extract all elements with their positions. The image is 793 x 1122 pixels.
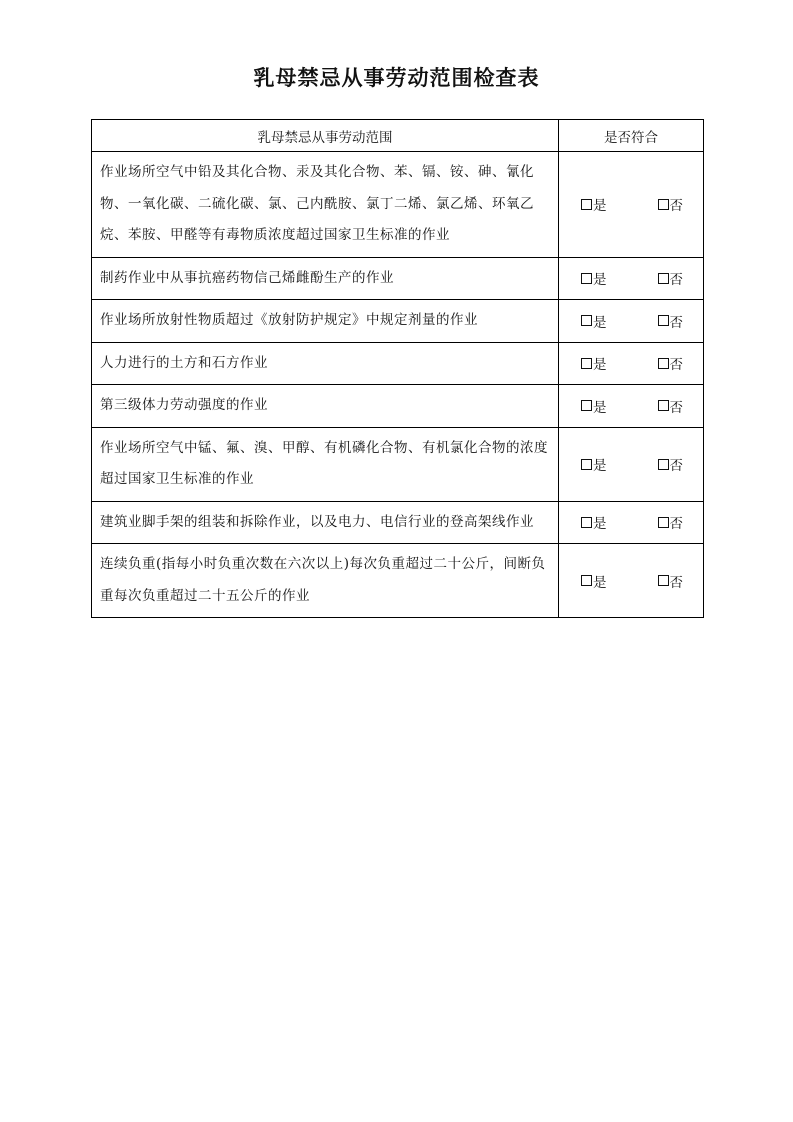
row-item-text: 制药作业中从事抗癌药物信己烯雌酚生产的作业 bbox=[92, 257, 559, 300]
no-label: 否 bbox=[669, 516, 683, 533]
table-row bbox=[92, 501, 704, 544]
no-option[interactable] bbox=[658, 194, 684, 214]
no-label: 否 bbox=[669, 574, 683, 591]
no-option[interactable] bbox=[658, 512, 684, 532]
no-label: 否 bbox=[669, 314, 683, 331]
row-choice-cell bbox=[559, 342, 704, 385]
yes-checkbox[interactable] bbox=[581, 273, 592, 284]
row-choice-cell bbox=[559, 544, 704, 618]
choice-group bbox=[559, 454, 703, 474]
choice-group bbox=[559, 571, 703, 591]
yes-checkbox[interactable] bbox=[581, 459, 592, 470]
yes-option[interactable] bbox=[581, 396, 607, 416]
row-choice-cell bbox=[559, 152, 704, 258]
table-row bbox=[92, 300, 704, 343]
yes-option[interactable] bbox=[581, 571, 607, 591]
no-checkbox[interactable] bbox=[658, 315, 669, 326]
choice-group bbox=[559, 311, 703, 331]
no-option[interactable] bbox=[658, 268, 684, 288]
no-checkbox[interactable] bbox=[658, 199, 669, 210]
yes-label: 是 bbox=[593, 574, 607, 591]
no-checkbox[interactable] bbox=[658, 400, 669, 411]
yes-option[interactable] bbox=[581, 454, 607, 474]
table-row bbox=[92, 257, 704, 300]
no-option[interactable] bbox=[658, 311, 684, 331]
no-label: 否 bbox=[669, 357, 683, 374]
no-checkbox[interactable] bbox=[658, 575, 669, 586]
yes-option[interactable] bbox=[581, 353, 607, 373]
yes-label: 是 bbox=[593, 357, 607, 374]
choice-group bbox=[559, 396, 703, 416]
no-option[interactable] bbox=[658, 454, 684, 474]
yes-label: 是 bbox=[593, 272, 607, 289]
no-checkbox[interactable] bbox=[658, 459, 669, 470]
yes-checkbox[interactable] bbox=[581, 517, 592, 528]
yes-option[interactable] bbox=[581, 512, 607, 532]
yes-checkbox[interactable] bbox=[581, 400, 592, 411]
yes-checkbox[interactable] bbox=[581, 358, 592, 369]
page-title: 乳母禁忌从事劳动范围检查表 bbox=[253, 66, 540, 90]
checklist-table bbox=[91, 119, 704, 618]
table-row bbox=[92, 152, 704, 258]
yes-label: 是 bbox=[593, 314, 607, 331]
yes-label: 是 bbox=[593, 399, 607, 416]
row-item-text: 第三级体力劳动强度的作业 bbox=[92, 385, 559, 428]
row-item-text: 连续负重(指每小时负重次数在六次以上)每次负重超过二十公斤，间断负重每次负重超过二十五公斤的作业 bbox=[92, 544, 559, 618]
no-label: 否 bbox=[669, 458, 683, 474]
row-item-text: 作业场所放射性物质超过《放射防护规定》中规定剂量的作业 bbox=[92, 300, 559, 343]
yes-label: 是 bbox=[593, 458, 607, 474]
row-choice-cell bbox=[559, 385, 704, 428]
no-checkbox[interactable] bbox=[658, 358, 669, 369]
table-row bbox=[92, 427, 704, 501]
yes-option[interactable] bbox=[581, 268, 607, 288]
choice-group bbox=[559, 194, 703, 214]
no-option[interactable] bbox=[658, 396, 684, 416]
row-choice-cell bbox=[559, 257, 704, 300]
yes-checkbox[interactable] bbox=[581, 575, 592, 586]
header-scope: 乳母禁忌从事劳动范围 bbox=[92, 120, 559, 152]
choice-group bbox=[559, 353, 703, 373]
no-label: 否 bbox=[669, 198, 683, 215]
no-option[interactable] bbox=[658, 353, 684, 373]
yes-label: 是 bbox=[593, 198, 607, 215]
choice-group bbox=[559, 512, 703, 532]
row-item-text: 作业场所空气中铅及其化合物、汞及其化合物、苯、镉、铵、砷、氰化物、一氧化碳、二硫化碳、氯、己内酰胺、氯丁二烯、氯乙烯、环氧乙烷、苯胺、甲醛等有毒物质浓度超过国家卫生标准的作业 bbox=[92, 152, 559, 258]
no-checkbox[interactable] bbox=[658, 517, 669, 528]
no-checkbox[interactable] bbox=[658, 273, 669, 284]
yes-option[interactable] bbox=[581, 194, 607, 214]
no-label: 否 bbox=[669, 399, 683, 416]
yes-checkbox[interactable] bbox=[581, 199, 592, 210]
yes-checkbox[interactable] bbox=[581, 315, 592, 326]
table-row bbox=[92, 544, 704, 618]
row-item-text: 作业场所空气中锰、氟、溴、甲醇、有机磷化合物、有机氯化合物的浓度超过国家卫生标准的作业 bbox=[92, 427, 559, 501]
row-choice-cell bbox=[559, 501, 704, 544]
table-body bbox=[92, 152, 704, 618]
no-label: 否 bbox=[669, 272, 683, 289]
table-row bbox=[92, 342, 704, 385]
row-choice-cell bbox=[559, 427, 704, 501]
yes-label: 是 bbox=[593, 516, 607, 533]
row-choice-cell bbox=[559, 300, 704, 343]
yes-option[interactable] bbox=[581, 311, 607, 331]
table-row bbox=[92, 385, 704, 428]
row-item-text: 建筑业脚手架的组装和拆除作业，以及电力、电信行业的登高架线作业 bbox=[92, 501, 559, 544]
row-item-text: 人力进行的土方和石方作业 bbox=[92, 342, 559, 385]
no-option[interactable] bbox=[658, 571, 684, 591]
header-conform: 是否符合 bbox=[559, 120, 704, 152]
table-header-row bbox=[92, 120, 704, 152]
choice-group bbox=[559, 268, 703, 288]
